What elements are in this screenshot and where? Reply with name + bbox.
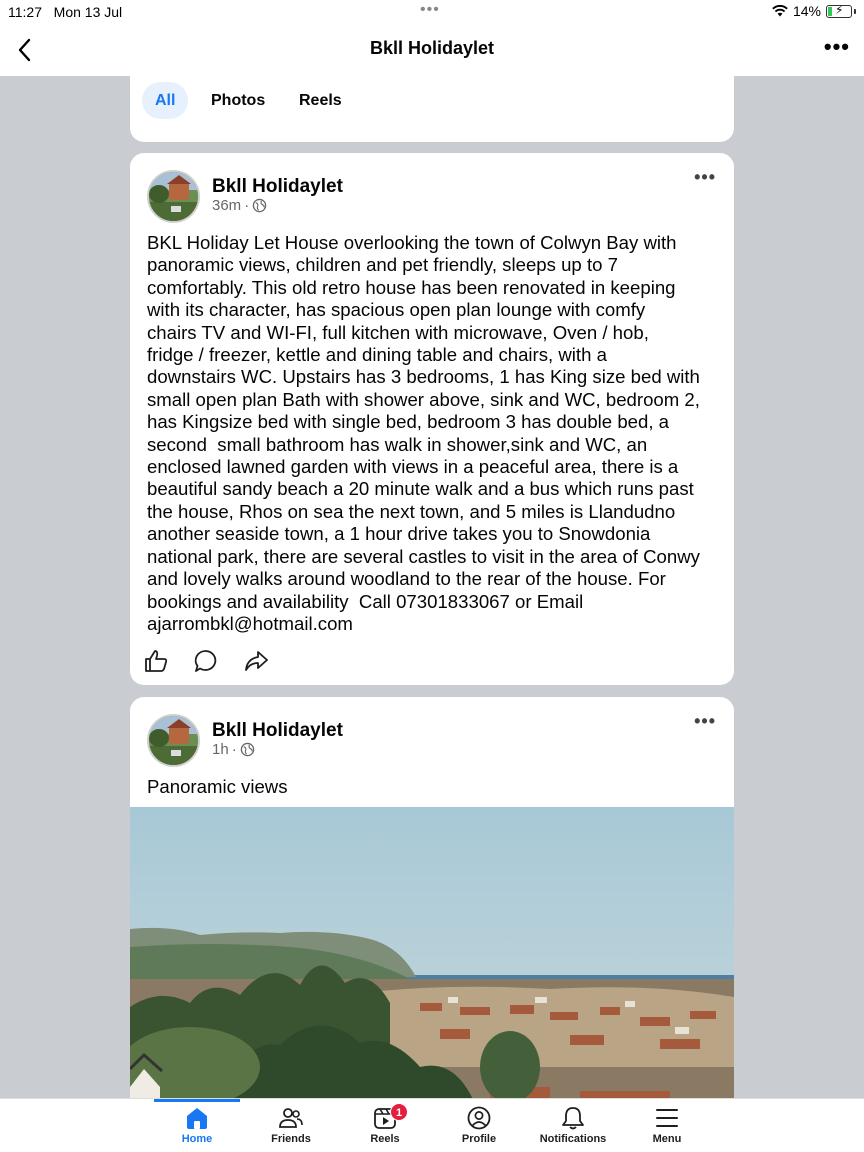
- notification-badge: 1: [390, 1103, 408, 1121]
- status-right: [772, 3, 856, 19]
- post-author[interactable]: Bkll Holidaylet: [212, 176, 343, 197]
- tab-label: Menu: [652, 1133, 682, 1145]
- more-options-icon[interactable]: •••: [823, 34, 850, 59]
- profile-icon: [466, 1105, 492, 1131]
- multitasking-dots-icon[interactable]: •••: [420, 1, 440, 18]
- tab-profile[interactable]: [432, 1105, 526, 1145]
- battery-icon: ⚡: [826, 5, 852, 18]
- tab-label: Friends: [271, 1133, 311, 1145]
- post-more-icon[interactable]: •••: [694, 167, 716, 187]
- bell-icon: [560, 1105, 586, 1131]
- post-actions: [142, 647, 274, 675]
- globe-icon: [252, 198, 267, 213]
- status-time: 11:27 Mon 13 Jul: [8, 4, 123, 20]
- post-author[interactable]: Bkll Holidaylet: [212, 720, 343, 741]
- bottom-tab-bar: [0, 1098, 864, 1152]
- post-photo[interactable]: [130, 807, 734, 1117]
- tab-label: Home: [181, 1133, 213, 1145]
- filter-all[interactable]: All: [142, 82, 188, 119]
- tab-notifications[interactable]: [526, 1105, 620, 1145]
- active-tab-indicator: [154, 1099, 240, 1102]
- tab-home[interactable]: [150, 1105, 244, 1145]
- tab-label: Reels: [370, 1133, 400, 1145]
- tab-label: Notifications: [539, 1133, 607, 1145]
- menu-icon: [654, 1105, 680, 1131]
- tab-menu[interactable]: [620, 1105, 714, 1145]
- tab-label: Profile: [461, 1133, 497, 1145]
- avatar[interactable]: [147, 170, 200, 223]
- post-time: 1h: [212, 741, 229, 758]
- filter-photos[interactable]: Photos: [211, 92, 266, 109]
- filter-reels[interactable]: Reels: [299, 92, 342, 109]
- post-meta: 1h ·: [212, 741, 255, 758]
- tab-reels[interactable]: [338, 1105, 432, 1145]
- status-bar: [0, 0, 864, 24]
- post-time: 36m: [212, 197, 242, 214]
- comment-icon[interactable]: [192, 647, 224, 675]
- post-card: [130, 697, 734, 1117]
- globe-icon: [240, 742, 255, 757]
- post-card: [130, 153, 734, 685]
- share-icon[interactable]: [242, 647, 274, 675]
- post-text: Panoramic views: [147, 776, 288, 797]
- post-more-icon[interactable]: •••: [694, 711, 716, 731]
- friends-icon: [278, 1105, 304, 1131]
- post-meta: 36m ·: [212, 197, 267, 214]
- tab-friends[interactable]: [244, 1105, 338, 1145]
- home-icon: [184, 1105, 210, 1131]
- page-title: Bkll Holidaylet: [369, 38, 495, 58]
- wifi-icon: [772, 5, 788, 17]
- post-text: BKL Holiday Let House overlooking the town of Colwyn Bay with panoramic views, children and pet friendly, sleeps up to 7 comfortably. This old retro house has been renovated in keeping with its character, has spacious open plan lounge with comfy chairs TV and WI-FI, full kitchen with microwave, Oven / hob, fridge / freezer, kettle and dining table and chairs, with a downstairs WC. Upstairs has 3 bedrooms, 1 has King size bed with small open plan Bath with shower above, sink and WC, bedroom 2, has Kingsize bed with single bed, bedroom 3 has double bed, a second small bathroom has walk in shower,sink and WC, an enclosed lawned garden with views in a peaceful area, there is a beautiful sandy beach a 20 minute walk and a bus which runs past the house, Rhos on sea the next town, and 5 miles is Llandudno another seaside town, a 1 hour drive takes you to Snowdonia national park, there are several castles to visit in the area of Conwy and lovely walks around woodland to the rear of the house. For bookings and availability Call 07301833067 or Email ajarrombkl@hotmail.com: [147, 232, 700, 634]
- avatar[interactable]: [147, 714, 200, 767]
- battery-percent: 14%: [792, 3, 821, 19]
- filter-card: [130, 64, 734, 142]
- like-icon[interactable]: [142, 647, 174, 675]
